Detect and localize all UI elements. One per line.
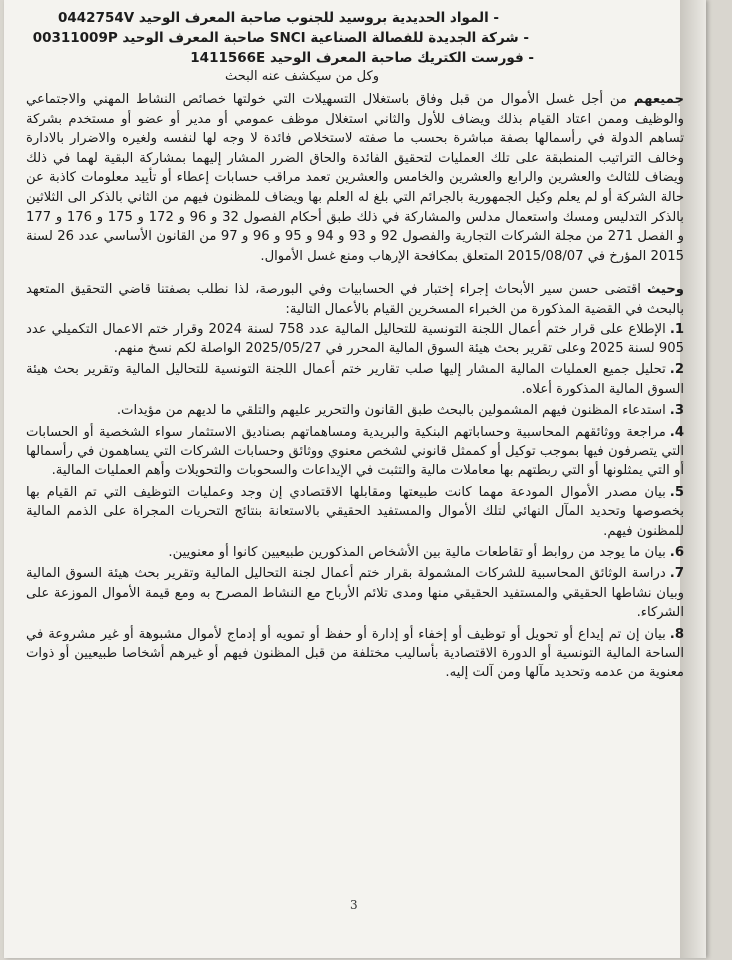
document-page [4,0,706,958]
page-number: 3 [350,898,358,912]
list-item-text: بيان إن تم إيداع أو تحويل أو توظيف أو إخفاء أو إدارة أو حفظ أو تمويه أو إدماج لأموال مشبوهة أو غير مشروعة في الساحة المالية التونسية أو الدورة الاقتصادية بأساليب مختلفة من قبل المظنون فيهم أو غيرهم أشخاصا طبيعيين أو ذوات معنوية من عدمه وتحديد مآلها ومن آلت إليه. [26,626,684,681]
list-item [26,625,684,683]
list-item-number: 7. [669,566,684,582]
list-item-text: تحليل جميع العمليات المالية المشار إليها صلب تقارير ختم أعمال اللجنة التونسية للتحاليل المالية وتقرير بحث هيئة السوق المالية المذكورة أعلاه. [26,362,684,397]
list-item-text: دراسة الوثائق المحاسبية للشركات المشمولة بقرار ختم أعمال لجنة التحاليل المالية وتقرير بحث هيئة السوق المالية وبيان نشاطها الحقيقي والمستفيد الحقيقي منها ومدى تلائم الأرباح مع النشاط المصرح به ومع قيمة الأموال الموزعة على الشركاء. [26,566,684,621]
list-item-number: 6. [669,545,684,560]
list-item-text: الإطلاع على قرار ختم أعمال اللجنة التونسية للتحاليل المالية عدد 758 لسنة 2024 وقرار ختم الاعمال التكميلي عدد 905 لسنة 2025 وعلى تقرير بحث هيئة السوق المالية المحرر في 2025/05/27 الواصلة لكم نسخ منهم. [26,321,684,356]
header-line-4: وكل من سيكشف عنه البحث [224,69,379,84]
paragraph-1 [26,90,684,266]
list-item-text: مراجعة ووثائقهم المحاسبية وحساباتهم البنكية والبريدية ومساهماتهم بصناديق الاستثمار سواء الشخصية أو الحسابات التي يتصرفون فيها بموجب توكيل أو كممثل قانوني لشخص معنوي ووثائق وحسابات الشركات التي يساهمون في رأسمالها أو التي يمثلونها أو التي ربطتهم بها معاملات مالية والتثبت في الإيداعات والسحوبات والتحويلات وأهم العمليات المالية. [26,424,684,479]
header-line-3: - فورست الكتريك صاحبة المعرف الوحيد 1411566E [190,50,534,66]
list-item-number: 3. [669,403,684,419]
list-item-text: استدعاء المظنون فيهم المشمولين بالبحث طبق القانون والتحرير عليهم والتلقي ما لديهم من مؤيدات. [116,403,666,419]
header-line-1: - المواد الحديدية بروسيد للجنوب صاحبة المعرف الوحيد 0442754V [58,10,499,26]
list-item-text: بيان ما يوجد من روابط أو تقاطعات مالية بين الأشخاص المذكورين طبيعيين كانوا أو معنويين. [168,545,666,560]
list-item-number: 8. [669,626,684,642]
list-item [26,483,684,541]
list-item [26,423,684,481]
list-item-number: 1. [669,321,685,337]
list-item [26,564,684,622]
list-item [26,543,684,562]
paragraph-2-text: اقتضى حسن سير الأبحاث إجراء إختبار في الحسابيات وفي البورصة، لذا نطلب بصفتنا قاضي التحقيق المتعهد بالبحث في القضية المذكورة من الخبراء المسخرين القيام بالأعمال التالية: [26,282,684,317]
paragraph-1-lead: جميعهم [633,92,685,107]
list-item [26,320,684,359]
paragraph-1-text: من أجل غسل الأموال من قبل وفاق باستغلال التسهيلات التي خولتها خصائص النشاط المهني والاجتماعي والوظيف وممن اعتاد القيام بذلك ويضاف للأول والثاني استغلال موظف عمومي أو مدير أو عضو أو مستخدم بشركة تساهم الدولة في رأسمالها بصفة مباشرة بحسب ما صفته لاستخلاص فائدة لا وجه لها لنفسه ولغيره والاضرار بالادارة وخالف التراتيب المنطبقة على تلك العمليات لتحقيق الفائدة والحاق الضرر المشار إليهما بمشاركة البقية لهما في ذلك ويضاف للثالث والعشرين والرابع والعشرين والخامس والعشرين تعمد مراقب حسابات إعطاء أو تأييد معلومات كاذبة عن حالة الشركة أو لم يعلم وكيل الجمهورية بالجرائم التي بلغ له العلم بها ويضاف للمظنون فيهم من الثاني بالذكر الى الثلاثين بالذكر التدليس ومسك واستعمال مدلس والمشاركة في ذلك طبق أحكام الفصول 32 و 96 و 172 و 175 و 176 و 177 و الفصل 271 من مجلة الشركات التجارية والفصول 92 و 93 و 94 و 95 و 96 و 97 من القانون الأساسي عدد 26 لسنة 2015 المؤرخ في 2015/08/07 المتعلق بمكافحة الإرهاب ومنع غسل الأموال. [26,92,684,264]
list-item [26,360,684,399]
paragraph-2-lead: وحيث [646,282,684,298]
list-item-text: بيان مصدر الأموال المودعة مهما كانت طبيعتها ومقابلها الاقتصادي إن وجد وعمليات التوظيف التي تم القيام بها بخصوصها وتحديد المآل النهائي لتلك الأموال والمستفيد الحقيقي بالاستعانة بنتائج التحريات المجراة على الذمم المالية للمظنون فيهم. [26,484,684,539]
list-item [26,401,684,420]
paragraph-2 [26,280,684,319]
document-content [26,8,684,685]
list-item-number: 4. [669,424,684,440]
header-line-2: - شركة الجديدة للفصالة الصناعية SNCI صاحبة المعرف الوحيد 00311009P [32,30,529,46]
list-item-number: 2. [669,362,684,378]
list-item-number: 5. [669,484,684,500]
spacer [26,266,684,280]
